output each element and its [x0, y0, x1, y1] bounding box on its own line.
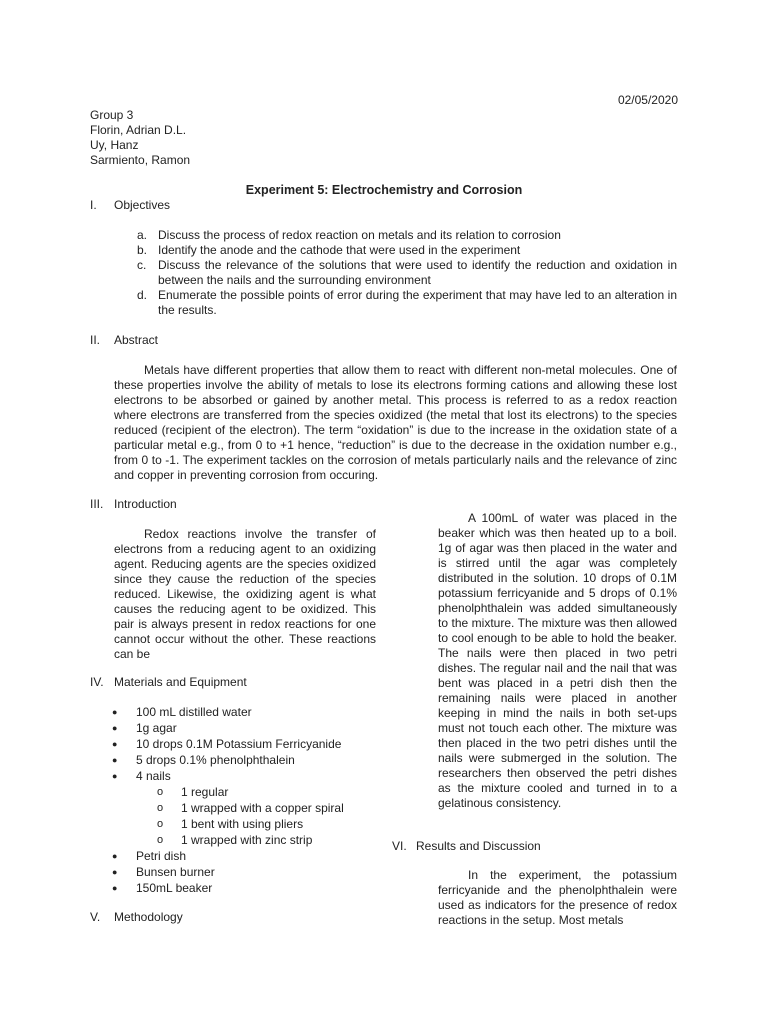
list-marker: c. — [137, 258, 147, 272]
objectives-list — [137, 228, 677, 318]
bullet-icon: ● — [112, 771, 118, 781]
list-item — [112, 881, 392, 897]
bullet-icon: ● — [112, 883, 118, 893]
sub-bullet-icon: o — [157, 802, 164, 814]
section-number: I. — [90, 198, 97, 212]
section-number: II. — [90, 333, 101, 347]
list-marker: b. — [137, 243, 148, 257]
section-number: III. — [90, 497, 104, 511]
bullet-icon: ● — [112, 755, 118, 765]
document-title: Experiment 5: Electrochemistry and Corrosion — [245, 183, 523, 197]
list-item — [137, 258, 677, 288]
member-name: Florin, Adrian D.L. — [90, 123, 187, 137]
list-item-text: Enumerate the possible points of error during the experiment that may have led to an alteration in the results. — [158, 288, 677, 317]
list-marker: a. — [137, 228, 148, 242]
section-title: Materials and Equipment — [114, 675, 247, 689]
results-paragraph: In the experiment, the potassium ferricyanide and the phenolphthalein were used as indicators for the presence of redox reactions in the setup. Most metals — [438, 868, 677, 927]
section-title: Results and Discussion — [416, 839, 541, 853]
list-item — [112, 705, 392, 721]
list-item-text: 5 drops 0.1% phenolphthalein — [136, 753, 295, 767]
member-name: Sarmiento, Ramon — [90, 153, 191, 167]
list-item-text: 1 wrapped with a copper spiral — [181, 801, 344, 815]
list-item-text: Identify the anode and the cathode that were used in the experiment — [158, 243, 521, 257]
section-heading-abstract — [90, 333, 158, 348]
section-title: Introduction — [114, 497, 177, 511]
list-item-text: 100 mL distilled water — [136, 705, 252, 719]
bullet-icon: ● — [112, 739, 118, 749]
list-item — [112, 849, 392, 865]
list-item — [112, 865, 392, 881]
section-heading-results — [392, 839, 541, 854]
section-heading-objectives — [90, 198, 170, 213]
section-number: V. — [90, 910, 101, 924]
list-item — [157, 785, 392, 801]
list-item-text: Petri dish — [136, 849, 187, 863]
list-item — [157, 817, 392, 833]
bullet-icon: ● — [112, 851, 118, 861]
list-item-text: 1g agar — [136, 721, 177, 735]
list-item-text: 1 regular — [181, 785, 229, 799]
section-title: Methodology — [114, 910, 183, 924]
list-item-text: Discuss the process of redox reaction on metals and its relation to corrosion — [158, 228, 561, 242]
introduction-paragraph: Redox reactions involve the transfer of electrons from a reducing agent to an oxidizing agent. Reducing agents are the species oxidized since they cause the reduction of the species reduced. Likewise, the oxidizing agent is what causes the reducing agent to be oxidized. This pair is always present in redox reactions for one cannot occur without the other. These reactions can be — [114, 527, 376, 661]
list-item — [112, 753, 392, 769]
nails-sublist — [157, 785, 392, 849]
sub-bullet-icon: o — [157, 834, 164, 846]
list-item-text: 1 bent with using pliers — [181, 817, 304, 831]
list-item — [112, 737, 392, 753]
sub-bullet-icon: o — [157, 786, 164, 798]
bullet-icon: ● — [112, 723, 118, 733]
list-item — [112, 769, 392, 785]
list-item — [157, 801, 392, 817]
list-item-text: Discuss the relevance of the solutions that were used to identify the reduction and oxidation in between the nails and the surrounding environment — [158, 258, 677, 287]
section-number: IV. — [90, 675, 104, 689]
document-date: 02/05/2020 — [617, 93, 678, 107]
bullet-icon: ● — [112, 867, 118, 877]
list-item-text: Bunsen burner — [136, 865, 215, 879]
list-item — [112, 721, 392, 737]
methodology-paragraph: A 100mL of water was placed in the beaker which was then heated up to a boil. 1g of agar was then placed in the water and is stirred until the agar was completely distributed in the solution. 10 drops of 0.1M potassium ferricyanide and 5 drops of 0.1% phenolphthalein was added simultaneously to the mixture. The mixture was then allowed to cool enough to be able to hold the beaker. The nails were then placed in two petri dishes. The regular nail and the nail that was bent was placed in a petri dish then the remaining nails were placed in another keeping in mind the nails in both set-ups must not touch each other. The mixture was then placed in the two petri dishes until the nails were submerged in the solution. The researchers then observed the petri dishes as the mixture cooled and turned in to a gelatinous consistency. — [438, 511, 677, 810]
section-heading-methodology — [90, 910, 183, 925]
materials-list — [112, 705, 392, 897]
list-item-text: 150mL beaker — [136, 881, 213, 895]
list-marker: d. — [137, 288, 148, 302]
member-name: Uy, Hanz — [90, 138, 139, 152]
list-item — [137, 288, 677, 318]
list-item — [137, 228, 677, 243]
section-title: Abstract — [114, 333, 159, 347]
list-item-text: 10 drops 0.1M Potassium Ferricyanide — [136, 737, 342, 751]
bullet-icon: ● — [112, 707, 118, 717]
list-item — [137, 243, 677, 258]
list-item-text: 1 wrapped with zinc strip — [181, 833, 313, 847]
list-item — [157, 833, 392, 849]
section-number: VI. — [392, 839, 407, 853]
group-name: Group 3 — [90, 108, 134, 122]
section-heading-materials — [90, 675, 247, 690]
section-heading-introduction — [90, 497, 177, 512]
group-info — [90, 108, 190, 168]
abstract-paragraph: Metals have different properties that allow them to react with different non-metal molecules. One of these properties involve the ability of metals to lose its electrons forming cations and allowing these lost electrons to be absorbed or gained by another metal. This process is referred to as a redox reaction where electrons are transferred from the species oxidized (the metal that lost its electrons) to the species reduced (recipient of the electron). The term “oxidation” is due to the increase in the oxidation state of a particular metal e.g., from 0 to +1 hence, “reduction” is due to the decrease in the oxidation number e.g., from 0 to -1. The experiment tackles on the corrosion of metals particularly nails and the relevance of zinc and copper in preventing corrosion from occuring. — [114, 363, 677, 482]
list-item-text: 4 nails — [136, 769, 171, 783]
section-title: Objectives — [114, 198, 171, 212]
sub-bullet-icon: o — [157, 818, 164, 830]
